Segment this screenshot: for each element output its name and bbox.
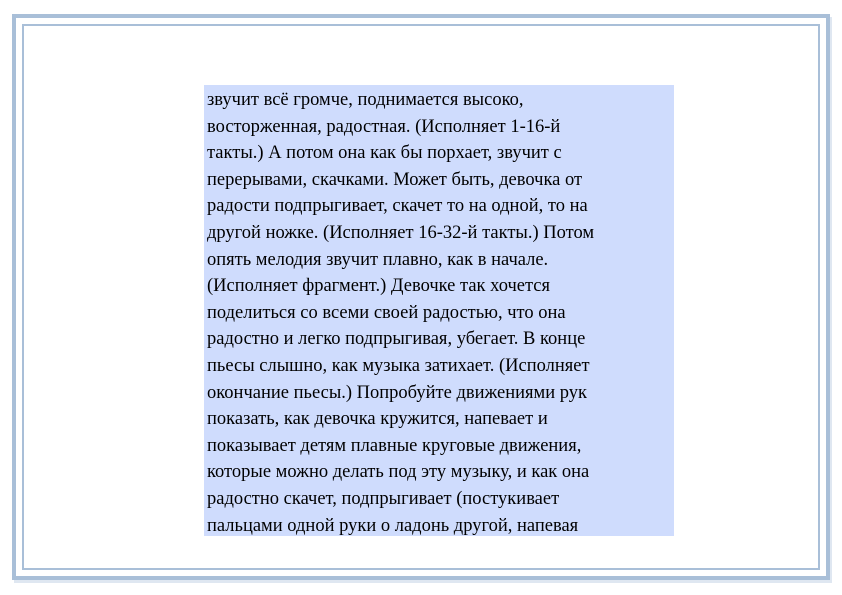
text-line: которые можно делать под эту музыку, и как она	[207, 462, 590, 483]
text-line: звучит всё громче, поднимается высоко,	[207, 90, 524, 110]
text-line: другой ножке. (Исполняет 16-32-й такты.) Потом	[207, 222, 595, 243]
text-line: радости подпрыгивает, скачет то на одной, то на	[207, 196, 588, 217]
text-line: такты.) А потом она как бы порхает, звучит с	[207, 143, 562, 164]
text-line: окончание пьесы.) Попробуйте движениями рук	[207, 382, 588, 403]
text-line: показать, как девочка кружится, напевает и	[207, 409, 548, 430]
text-line: восторженная, радостная. (Исполняет 1-16-й	[207, 116, 561, 137]
text-line: поделиться со всеми своей радостью, что она	[207, 302, 566, 323]
text-line: пальцами одной руки о ладонь другой, напевая	[207, 515, 579, 536]
text-line: опять мелодия звучит плавно, как в начале.	[207, 249, 549, 270]
text-line: (Исполняет фрагмент.) Девочке так хочется	[207, 276, 551, 297]
text-line: пьесы слышно, как музыка затихает. (Исполняет	[207, 355, 590, 376]
text-line: показывает детям плавные круговые движения,	[207, 435, 582, 456]
text-line: радостно скачет, подпрыгивает (постукивает	[207, 488, 560, 509]
text-line: перерывами, скачками. Может быть, девочка от	[207, 169, 583, 190]
paragraph	[207, 87, 674, 539]
text-block	[204, 85, 674, 536]
text-line: радостно и легко подпрыгивая, убегает. В конце	[207, 329, 586, 350]
